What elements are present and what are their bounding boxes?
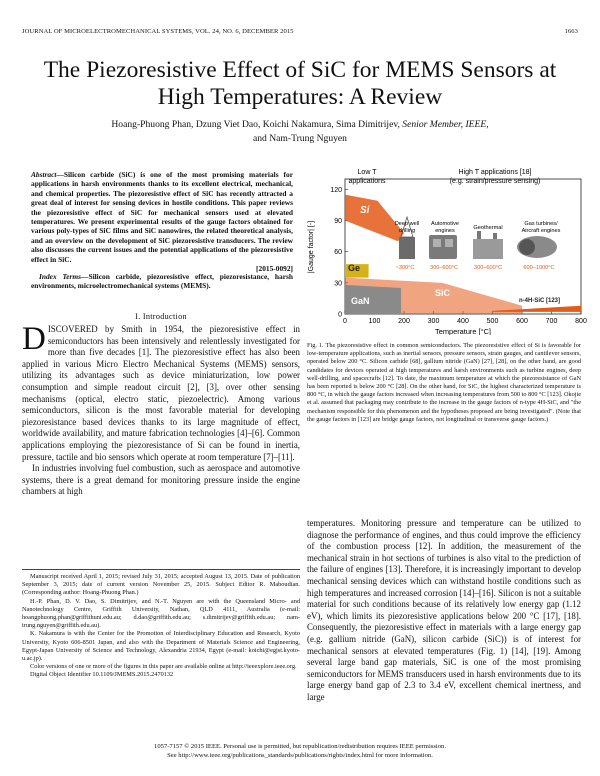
author-list [30,118,570,146]
range-gas-turbine: 600–1000°C [523,265,555,271]
footnote-color: Color versions of one or more of the figures in this paper are available online at http://ieeexplore.ieee.org. [30,663,297,671]
x-tick-0: 0 [343,318,347,325]
figure-caption: Fig. 1. The piezoresistive effect in common semiconductors. The piezoresistive effect of Si is favorable for low-temperature applications, such as inertial sensors, pressure sensors, strain gauges, and cantilever sensors, operated below 200 °C. Silicon carbide [68], gallium nitride (GaN) [27], [28], on the other hand, are good candidates for devices operated at high temperatures and harsh environments such as turbine engines, deep well-drilling, and spacecrafts [12]. To date, the maximum temperature at which the piezoresistance of GaN has been reported is below 200 °C [28]. On the other hand, for SiC, the highest characterized temperature is 800 °C, in which the gauge factors increased when increasing temperatures from 500 to 800 °C [123]. Okojie et al. assumed that packaging may contribute to the increase in the gauge factors of n-type 4H-SiC, and "the mechanism responsible for this phenomenon and the hypotheses proposed are being investigated". (Note that the gauge factors in [123] are bridge gauge factors, not longitudinal or transverse gauge factors.) [307,342,581,423]
footnotes [22,573,300,680]
footnote-doi: Digital Object Identifier 10.1109/JMEMS.2015.2470132 [30,671,174,679]
authors-main: Hoang-Phuong Phan, Dzung Viet Dao, Koichi Nakamura, Sima Dimitrijev, [111,119,400,130]
intro-p1: by Smith in 1954, the piezoresistive effect in semiconductors has been intensively and relentlessly investigated for more than five decades [1]. The piezoresistive effect has also been applied in various Micro Electro Mechanical Systems (MEMS) sensors, utilizing its advantages such as device miniaturization, low power consumption and simple readout circuit [2], [3], over other sensing mechanisms (optical, electro static, piezoelectric). Among various semiconductors, silicon is the most favorable material for developing piezoresistance based devices thanks to its large magnitude of effect, worldwide availability, and mature fabrication technologies [4]–[6]. Common applications employing the piezoresistance of Si can be found in inertia, pressure, tactile and bio sensors which operate at room temperature [7]–[11]. [22,324,300,462]
footnote-rule [22,569,300,570]
y-tick-60: 60 [334,249,342,257]
turbine-icon [517,236,557,258]
x-tick-100: 100 [368,318,381,325]
index-terms-label: Index Terms— [39,272,89,281]
y-tick-90: 90 [334,218,342,226]
x-tick-500: 500 [486,318,499,325]
copyright-line-1: 1057-7157 © 2015 IEEE. Personal use is permitted, but republication/redistribution requires IEEE permission. [154,743,446,750]
app-gas-turbine-2: Aircraft engines [521,228,561,234]
section-heading: I. Introduction [135,312,187,321]
range-automotive: 300–600°C [429,265,459,271]
drop-cap: D [22,321,46,357]
footnote-received: Manuscript received April 1, 2015; revised July 31, 2015; accepted August 13, 2015. Date of publication September 3, 2015; date of current version November 25, 2015. Subject Editor R. Maboudian. (Corresponding author: Hoang-Phuong Phan.) [22,573,300,597]
abstract [31,170,293,273]
footnote-affil-1: H.-P. Phan, D. V. Dao, S. Dimitrijev, and N.-T. Nguyen are with the Queensland Micro- and Nanotechnology Centre, Griffith University, Nathan, QLD 4111, Australia (e-mail: hoangphuong.phan@griffithuni.edu.au; d.dao@griffith.edu.au; s.dimitrijev@griffith.edu.au; nam-trung.nguyen@griffith.edu.au). [22,597,300,630]
si-label: Si [360,205,370,216]
x-tick-300: 300 [427,318,440,325]
app-automotive-1: Automotive [431,221,459,227]
x-tick-600: 600 [516,318,528,325]
abstract-label: Abstract— [31,170,64,179]
app-deep-well-1: Deep well [394,221,420,227]
paper-title: The Piezoresistive Effect of SiC for MEMS Sensors at High Temperatures: A Review [43,57,557,110]
figure-1-chart [305,165,587,335]
authors-member: Senior Member, IEEE, [399,119,489,130]
low-t-label-1: Low T [357,169,377,176]
high-t-label-1: High T applications [18] [458,169,532,176]
index-terms [31,272,293,291]
engine-icon [429,235,457,259]
footnote-affil-2: K. Nakamura is with the Center for the Promotion of Interdisciplinary Education and Research, Kyoto University, Kyoto 606-8501 Japan, and also with the Department of Materials Science and Engineering, Egypt-Japan University of Science and Technology, Alexandria 21934, Egypt (e-mail: koichi@egjst.kyoto-u.ac.jp). [22,630,300,663]
index-terms-text: Silicon carbide, piezoresistive effect, piezoresistance, harsh environments, microelectromechanical systems (MEMS). [31,272,293,291]
gan-label: GaN [351,296,370,306]
copyright-notice [20,743,580,760]
si-band [345,195,404,242]
geothermal-icon [473,231,503,259]
range-geothermal: 300–600°C [473,265,503,271]
x-axis-label: Temperature [°C] [435,327,491,335]
x-tick-800: 800 [575,318,587,325]
sic-label: SiC [435,288,451,298]
running-header: JOURNAL OF MICROELECTROMECHANICAL SYSTEMS, VOL. 24, NO. 6, DECEMBER 2015 [22,28,294,35]
app-automotive-2: engines [435,228,455,234]
intro-body [22,321,300,498]
x-tick-700: 700 [545,318,558,325]
ge-label: Ge [348,263,361,273]
intro-p2: In industries involving fuel combustion, such as aerospace and automotive systems, there is a great demand for monitoring pressure inside the engine chambers at high [22,463,300,497]
x-tick-400: 400 [457,318,469,325]
abstract-text: Silicon carbide (SiC) is one of the most promising materials for applications in harsh environments thanks to its excellent electrical, mechanical, and chemical properties. The piezoresistive effect of SiC has recently attracted a great deal of interest for sensing devices in hostile conditions. This paper reviews the piezoresistive effect of SiC for mechanical sensors used at elevated temperatures. We present experimental results of the gauge factors obtained for various poly-types of SiC films and SiC nanowires, the related theoretical analysis, and an overview on the development of SiC piezoresistive transducers. The review also discusses the current issues and the potential applications of the piezoresistive effect in SiC. [31,170,293,264]
x-tick-200: 200 [398,318,410,325]
y-tick-120: 120 [330,186,342,194]
lead-word: ISCOVERED [47,324,98,334]
y-tick-0: 0 [338,311,342,319]
page-number: 1663 [564,28,578,35]
copyright-line-2: See http://www.ieee.org/publications_standards/publications/rights/index.html for more information. [167,751,433,759]
high-t-label-2: (e.g. strain/pressure sensing) [449,178,541,185]
n4h-label: n-4H-SiC [123] [519,298,561,304]
app-gas-turbine-1: Gas turbines/ [524,221,558,227]
abstract-id: [2015-0092] [256,264,293,274]
y-axis-label: |Gauge factor| [-] [308,220,315,274]
app-geothermal: Geothermal [473,225,503,231]
app-deep-well-2: drilling [398,228,416,234]
authors-last: and Nam-Trung Nguyen [253,133,347,144]
low-t-label-2: applications [348,178,386,185]
y-tick-30: 30 [334,280,342,288]
right-column-body: temperatures. Monitoring pressure and temperature can be utilized to diagnose the performance of engines, and thus could improve the efficiency of the combustion process [12]. In addition, the measurement of the mechanical strain in hot sections of turbines is also vital to the prediction of the failure of engines [13]. Therefore, it is increasingly important to develop mechanical sensing devices which can withstand hostile conditions such as high temperatures and increased corrosion [14]–[16]. Silicon is not a suitable material for such conditions because of its relatively low energy gap (1.12 eV), which limits its piezoresistive applications below 200 °C [17], [18]. Consequently, the piezoresistive effect in materials with a large energy gap (e.g. gallium nitride (GaN), silicon carbide (SiC)) is of interest for mechanical sensors at elevated temperatures (Fig. 1) [14], [19]. Among several large band gap materials, SiC is one of the most promising semiconductors for MEMS transducers used in harsh environments due to its large energy band gap of 2.3 to 3.4 eV, excellent chemical inertness, and large [307,518,581,702]
range-deep-well: ~300°C [395,265,415,271]
